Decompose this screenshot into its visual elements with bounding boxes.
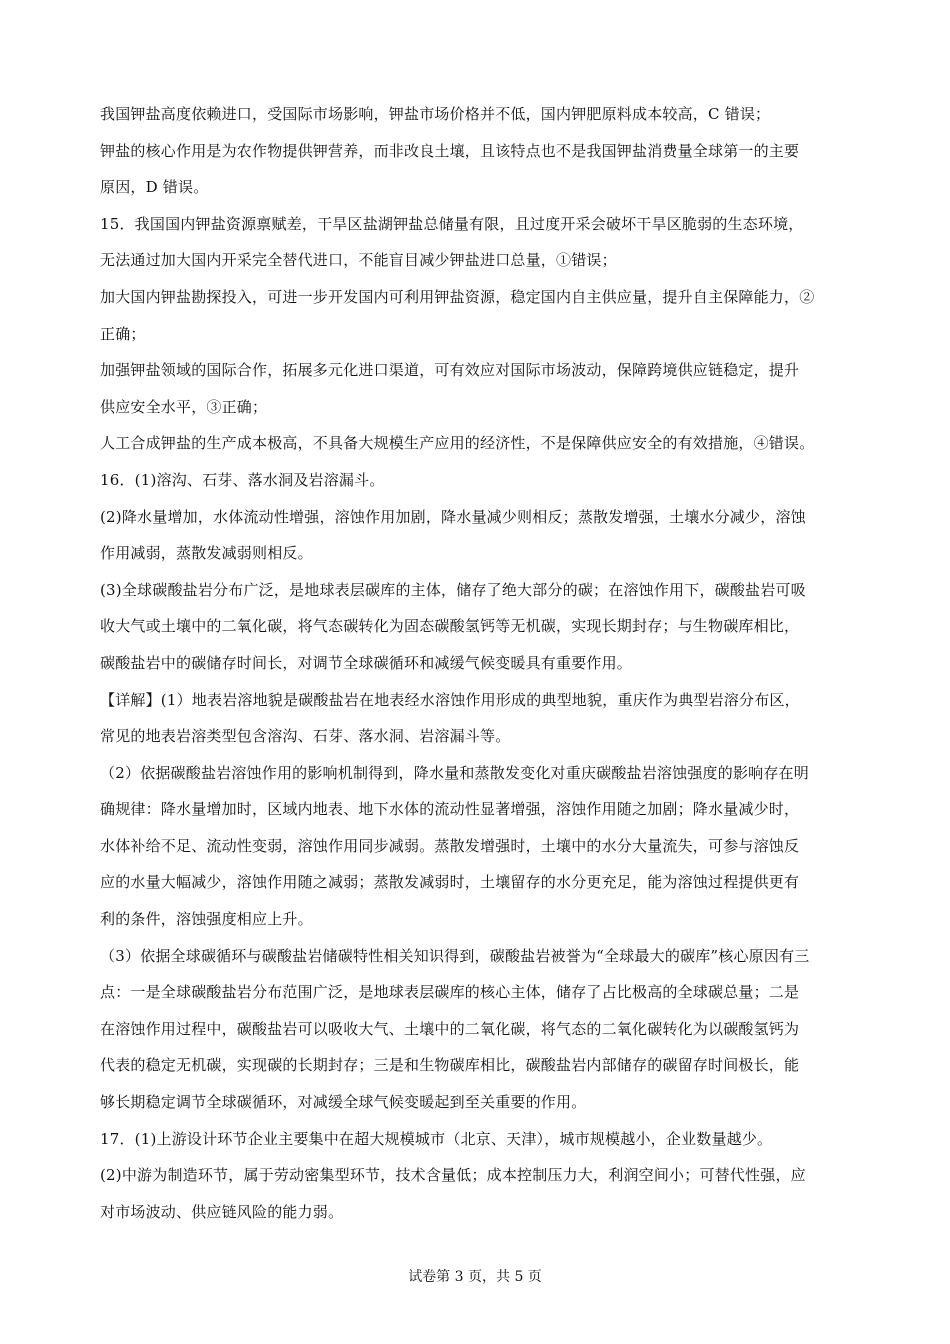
document-body	[100, 96, 852, 1230]
text-line: 供应安全水平，③正确；	[100, 397, 268, 416]
text-line: 钾盐的核心作用是为农作物提供钾营养，而非改良土壤，且该特点也不是我国钾盐消费量全球第一的主要	[100, 141, 800, 160]
text-line: 16．(1)溶沟、石芽、落水洞及岩溶漏斗。	[100, 470, 385, 489]
text-line: 加强钾盐领域的国际合作，拓展多元化进口渠道，可有效应对国际市场波动，保障跨境供应链稳定，提升	[100, 361, 800, 380]
text-line: 利的条件，溶蚀强度相应上升。	[100, 910, 313, 929]
text-line: 对市场波动、供应链风险的能力弱。	[100, 1202, 344, 1221]
text-line: 原因，D 错误。	[100, 178, 209, 197]
text-line: 水体补给不足、流动性变弱，溶蚀作用同步减弱。蒸散发增强时，土壤中的水分大量流失，可参与溶蚀反	[100, 836, 800, 855]
text-line: 我国钾盐高度依赖进口，受国际市场影响，钾盐市场价格并不低，国内钾肥原料成本较高，C 错误；	[100, 105, 771, 123]
text-line: 15．我国国内钾盐资源禀赋差，干旱区盐湖钾盐总储量有限，且过度开采会破坏干旱区脆弱的生态环境，	[100, 214, 804, 233]
text-line: 够长期稳定调节全球碳循环，对减缓全球气候变暖起到至关重要的作用。	[100, 1093, 587, 1112]
text-line: 点：一是全球碳酸盐岩分布范围广泛，是地球表层碳库的核心主体，储存了占比极高的全球碳总量；二是	[100, 983, 800, 1002]
text-line: 正确；	[100, 324, 146, 343]
text-line: 无法通过加大国内开采完全替代进口，不能盲目减少钾盐进口总量，①错误；	[100, 251, 617, 270]
text-line: 碳酸盐岩中的碳储存时间长，对调节全球碳循环和减缓气候变暖具有重要作用。	[100, 653, 633, 672]
text-line: (2)中游为制造环节，属于劳动密集型环节，技术含量低；成本控制压力大，利润空间小；可替代性强，应	[100, 1166, 806, 1185]
text-line: (3)全球碳酸盐岩分布广泛，是地球表层碳库的主体，储存了绝大部分的碳；在溶蚀作用下，碳酸盐岩可吸	[100, 580, 806, 599]
text-line: 代表的稳定无机碳，实现碳的长期封存；三是和生物碳库相比，碳酸盐岩内部储存的碳留存时间极长，能	[100, 1056, 800, 1075]
text-line: (2)降水量增加，水体流动性增强，溶蚀作用加剧，降水量减少则相反；蒸散发增强，土壤水分减少，溶蚀	[100, 507, 806, 526]
text-line: （2）依据碳酸盐岩溶蚀作用的影响机制得到，降水量和蒸散发变化对重庆碳酸盐岩溶蚀强度的影响存在明	[100, 763, 809, 782]
text-line: 在溶蚀作用过程中，碳酸盐岩可以吸收大气、土壤中的二氧化碳，将气态的二氧化碳转化为以碳酸氢钙为	[100, 1019, 800, 1038]
text-line: 作用减弱，蒸散发减弱则相反。	[100, 544, 313, 563]
text-line: 收大气或土壤中的二氧化碳，将气态碳转化为固态碳酸氢钙等无机碳，实现长期封存；与生物碳库相比，	[100, 617, 800, 636]
text-line: 确规律：降水量增加时，区域内地表、地下水体的流动性显著增强，溶蚀作用随之加剧；降水量减少时，	[100, 800, 800, 819]
text-line: 【详解】(1）地表岩溶地貌是碳酸盐岩在地表经水溶蚀作用形成的典型地貌，重庆作为典型岩溶分布区，	[100, 690, 800, 709]
text-line: 加大国内钾盐勘探投入，可进一步开发国内可利用钾盐资源，稳定国内自主供应量，提升自主保障能力，②	[100, 287, 815, 306]
text-line: 17．(1)上游设计环节企业主要集中在超大规模城市（北京、天津），城市规模越小，企业数量越少。	[100, 1129, 773, 1148]
text-line: 应的水量大幅减少，溶蚀作用随之减弱；蒸散发减弱时，土壤留存的水分更充足，能为溶蚀过程提供更有	[100, 873, 800, 892]
page-footer: 试卷第 3 页，共 5 页	[408, 1269, 542, 1285]
text-line: 常见的地表岩溶类型包含溶沟、石芽、落水洞、岩溶漏斗等。	[100, 727, 511, 746]
text-line: （3）依据全球碳循环与碳酸盐岩储碳特性相关知识得到，碳酸盐岩被誉为“全球最大的碳库”核心原因有三	[100, 946, 810, 965]
text-line: 人工合成钾盐的生产成本极高，不具备大规模生产应用的经济性，不是保障供应安全的有效措施，④错误。	[100, 434, 815, 453]
